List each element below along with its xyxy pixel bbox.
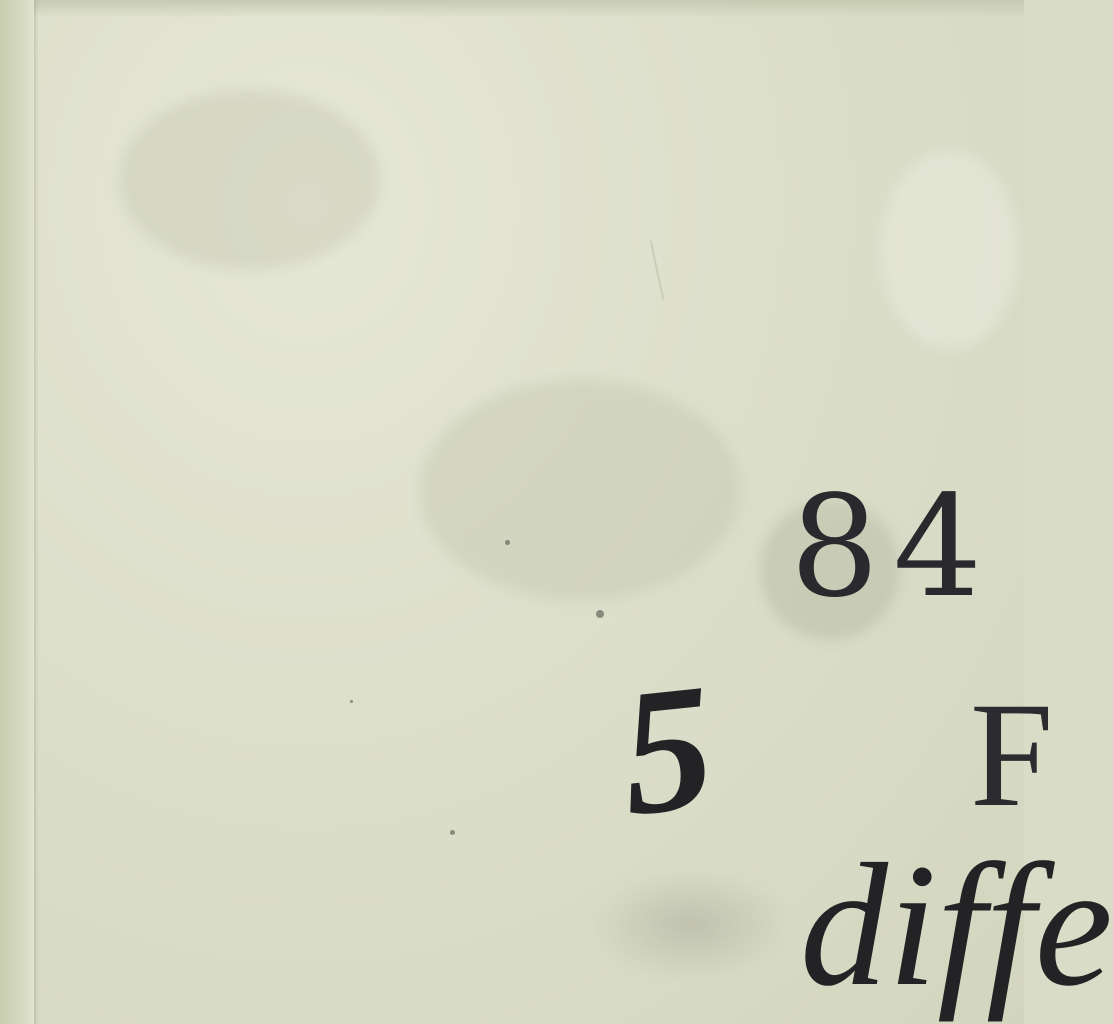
top-shadow bbox=[0, 0, 1024, 18]
paper-stain bbox=[120, 90, 380, 270]
paper-crease bbox=[650, 240, 664, 299]
text-line-fragment: diffe bbox=[800, 828, 1113, 1023]
page-edge bbox=[0, 0, 34, 1024]
page-number: 84 bbox=[790, 466, 997, 629]
ink-bleed bbox=[590, 870, 790, 980]
paper-stain bbox=[880, 150, 1020, 350]
marginal-number: 5 bbox=[611, 645, 723, 854]
ink-speck bbox=[505, 540, 510, 545]
ink-speck bbox=[596, 610, 604, 618]
text-line-fragment: F bbox=[970, 672, 1054, 838]
ink-speck bbox=[450, 830, 455, 835]
paper-stain bbox=[420, 380, 740, 600]
ink-speck bbox=[350, 700, 353, 703]
